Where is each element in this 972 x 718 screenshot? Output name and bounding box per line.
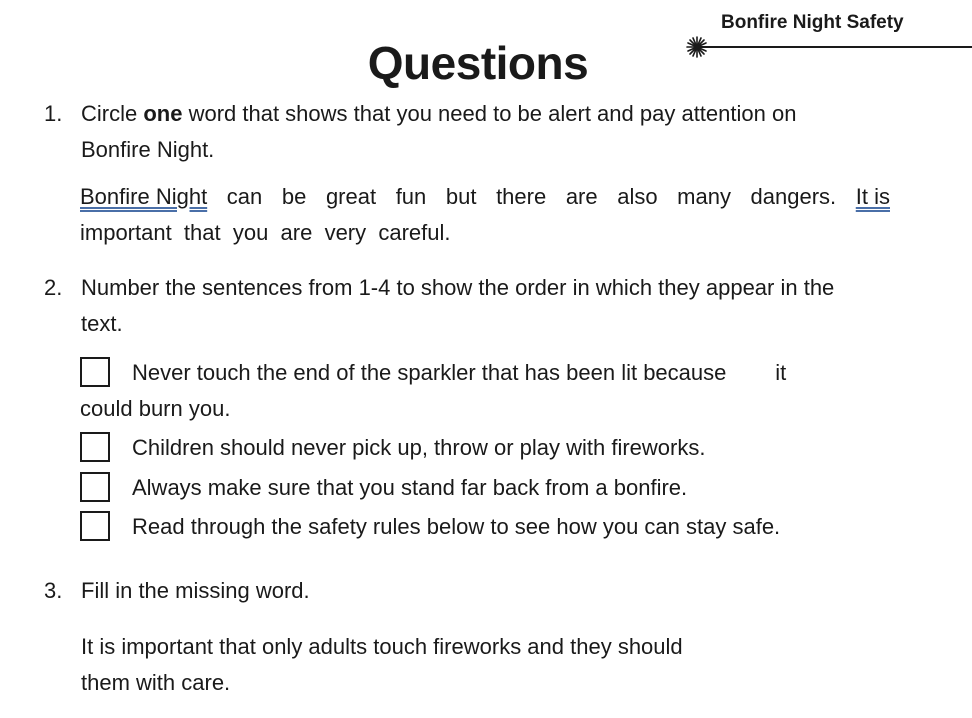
question-2 [44,270,944,350]
sentence-item-1 [80,355,880,427]
question-3 [44,573,944,609]
passage-word[interactable]: It is [855,184,890,209]
header-tag-text: Bonfire Night Safety [721,12,904,33]
question-text-emphasis: one [143,101,183,126]
passage-word[interactable]: dangers. [750,184,837,209]
question-text [81,270,834,342]
passage-word[interactable]: there [496,184,547,209]
question-text-line: Number the sentences from 1-4 to show the order in which they appear in the [81,275,835,300]
question-number: 1. [44,101,63,126]
passage-word[interactable]: Bonfire Night [80,184,208,209]
question-text [81,96,796,168]
sentence-text: Never touch the end of the sparkler that has been lit because it [132,360,787,385]
fill-sentence-line-2: them with care. [81,670,231,695]
passage-line-1 [80,179,890,215]
passage-word[interactable]: but [445,184,477,209]
question-1 [44,96,944,176]
passage [80,179,890,251]
passage-line-2[interactable]: important that you are very careful. [80,220,451,245]
question-number: 3. [44,578,63,603]
page-title: Questions [367,37,589,89]
number-box[interactable] [80,432,110,462]
sentence-text: Children should never pick up, throw or play with fireworks. [132,435,706,460]
question-text-part: word that shows that you need to be alert and pay attention on [182,101,797,126]
passage-word[interactable]: great [325,184,377,209]
sentence-item-2 [80,430,880,466]
sentence-text: Read through the safety rules below to see how you can stay safe. [132,514,781,539]
question-text: Fill in the missing word. [81,578,310,603]
question-text-line: Bonfire Night. [81,137,215,162]
question-text-line: text. [81,311,123,336]
sentence-text: Always make sure that you stand far back from a bonfire. [132,475,688,500]
sentence-text-continued: could burn you. [80,396,231,421]
passage-word[interactable]: be [281,184,307,209]
passage-word[interactable]: many [677,184,731,209]
number-box[interactable] [80,357,110,387]
fill-sentence-line-1: It is important that only adults touch fireworks and they should [81,634,683,659]
question-number: 2. [44,275,63,300]
question-text-part: Circle [81,101,144,126]
passage-word[interactable]: also [617,184,658,209]
sentence-item-3 [80,470,880,506]
sentence-item-4 [80,509,880,545]
passage-word[interactable]: can [226,184,263,209]
passage-word[interactable]: are [565,184,598,209]
number-box[interactable] [80,511,110,541]
passage-word[interactable]: fun [395,184,427,209]
number-box[interactable] [80,472,110,502]
